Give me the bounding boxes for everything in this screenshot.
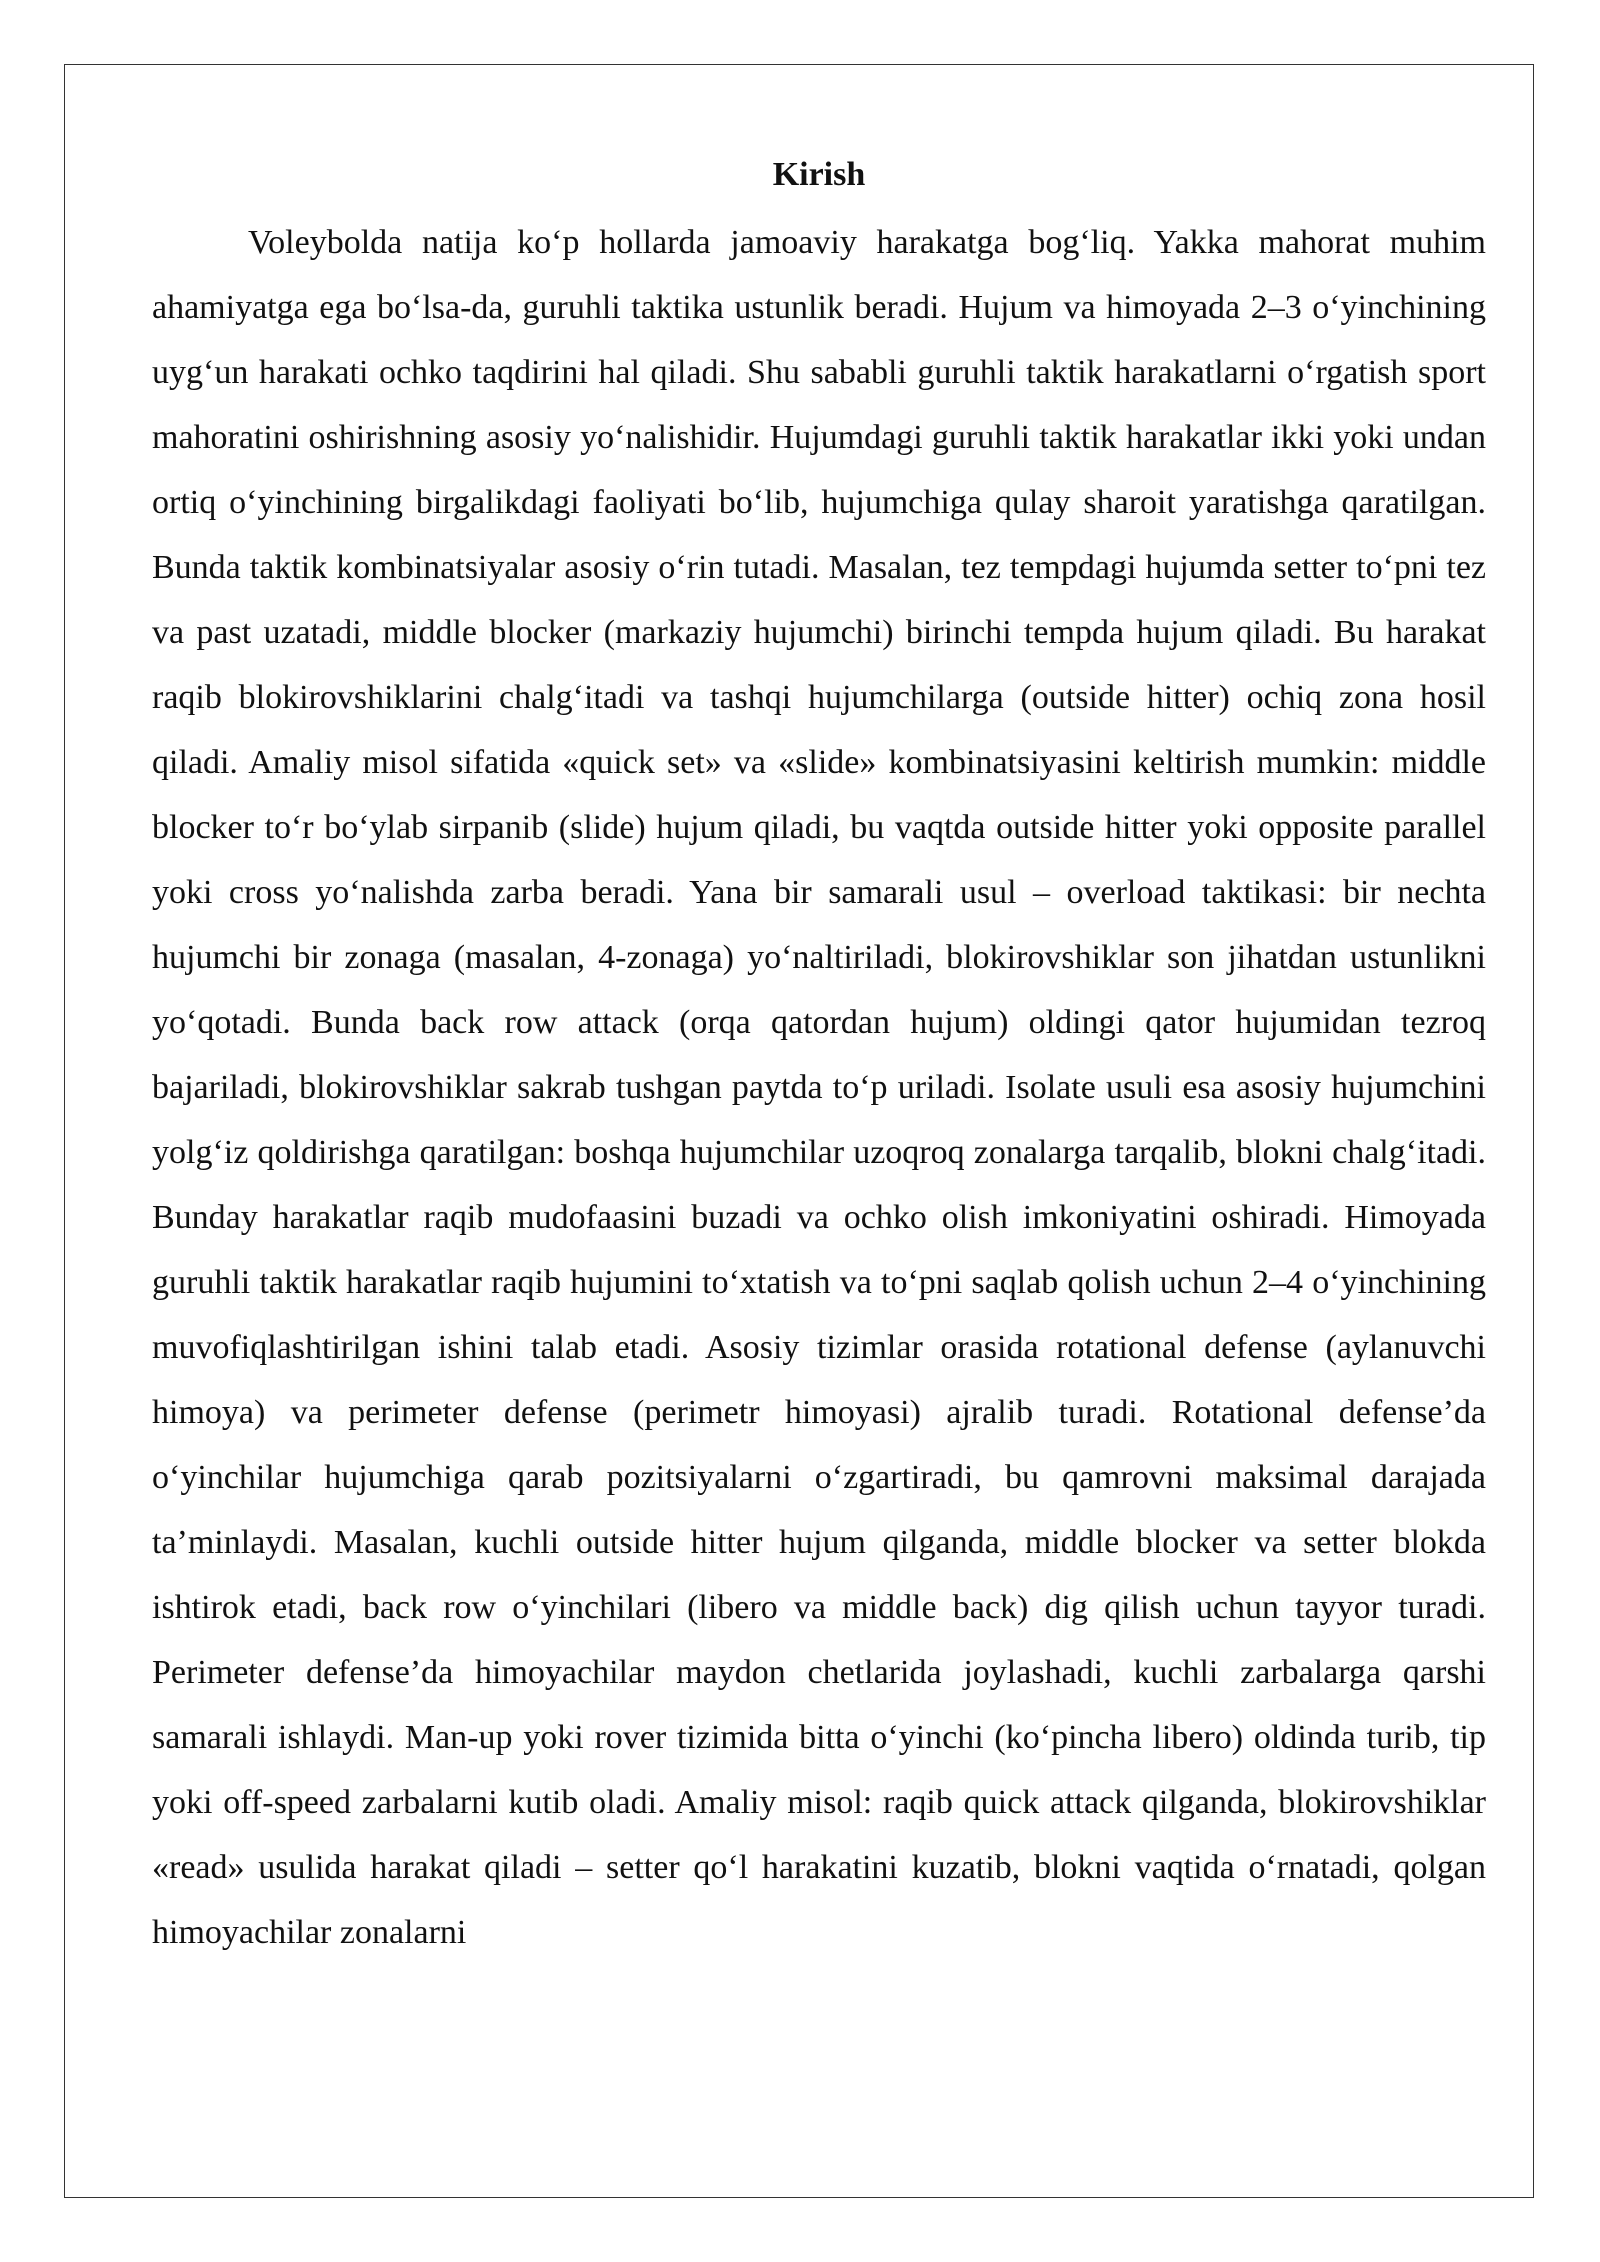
document-body — [152, 148, 1486, 1965]
body-paragraph: Voleybolda natija ko‘p hollarda jamoaviy harakatga bog‘liq. Yakka mahorat muhim ahamiyatga ega bo‘lsa-da, guruhli taktika ustunlik beradi. Hujum va himoyada 2–3 o‘yinchining uyg‘un harakati ochko taqdirini hal qiladi. Shu sababli guruhli taktik harakatlarni o‘rgatish sport mahoratini oshirishning asosiy yo‘nalishidir. Hujumdagi guruhli taktik harakatlar ikki yoki undan ortiq o‘yinchining birgalikdagi faoliyati bo‘lib, hujumchiga qulay sharoit yaratishga qaratilgan. Bunda taktik kombinatsiyalar asosiy o‘rin tutadi. Masalan, tez tempdagi hujumda setter to‘pni tez va past uzatadi, middle blocker (markaziy hujumchi) birinchi tempda hujum qiladi. Bu harakat raqib blokirovshiklarini chalg‘itadi va tashqi hujumchilarga (outside hitter) ochiq zona hosil qiladi. Amaliy misol sifatida «quick set» va «slide» kombinatsiyasini keltirish mumkin: middle blocker to‘r bo‘ylab sirpanib (slide) hujum qiladi, bu vaqtda outside hitter yoki opposite parallel yoki cross yo‘nalishda zarba beradi. Yana bir samarali usul – overload taktikasi: bir nechta hujumchi bir zonaga (masalan, 4-zonaga) yo‘naltiriladi, blokirovshiklar son jihatdan ustunlikni yo‘qotadi. Bunda back row attack (orqa qatordan hujum) oldingi qator hujumidan tezroq bajariladi, blokirovshiklar sakrab tushgan paytda to‘p uriladi. Isolate usuli esa asosiy hujumchini yolg‘iz qoldirishga qaratilgan: boshqa hujumchilar uzoqroq zonalarga tarqalib, blokni chalg‘itadi. Bunday harakatlar raqib mudofaasini buzadi va ochko olish imkoniyatini oshiradi. Himoyada guruhli taktik harakatlar raqib hujumini to‘xtatish va to‘pni saqlab qolish uchun 2–4 o‘yinchining muvofiqlashtirilgan ishini talab etadi. Asosiy tizimlar orasida rotational defense (aylanuvchi himoya) va perimeter defense (perimetr himoyasi) ajralib turadi. Rotational defense’da o‘yinchilar hujumchiga qarab pozitsiyalarni o‘zgartiradi, bu qamrovni maksimal darajada ta’minlaydi. Masalan, kuchli outside hitter hujum qilganda, middle blocker va setter blokda ishtirok etadi, back row o‘yinchilari (libero va middle back) dig qilish uchun tayyor turadi. Perimeter defense’da himoyachilar maydon chetlarida joylashadi, kuchli zarbalarga qarshi samarali ishlaydi. Man-up yoki rover tizimida bitta o‘yinchi (ko‘pincha libero) oldinda turib, tip yoki off-speed zarbalarni kutib oladi. Amaliy misol: raqib quick attack qilganda, blokirovshiklar «read» usulida harakat qiladi – setter qo‘l harakatini kuzatib, blokni vaqtida o‘rnatadi, qolgan himoyachilar zonalarni — [152, 224, 1486, 1951]
section-heading: Kirish — [772, 156, 866, 193]
